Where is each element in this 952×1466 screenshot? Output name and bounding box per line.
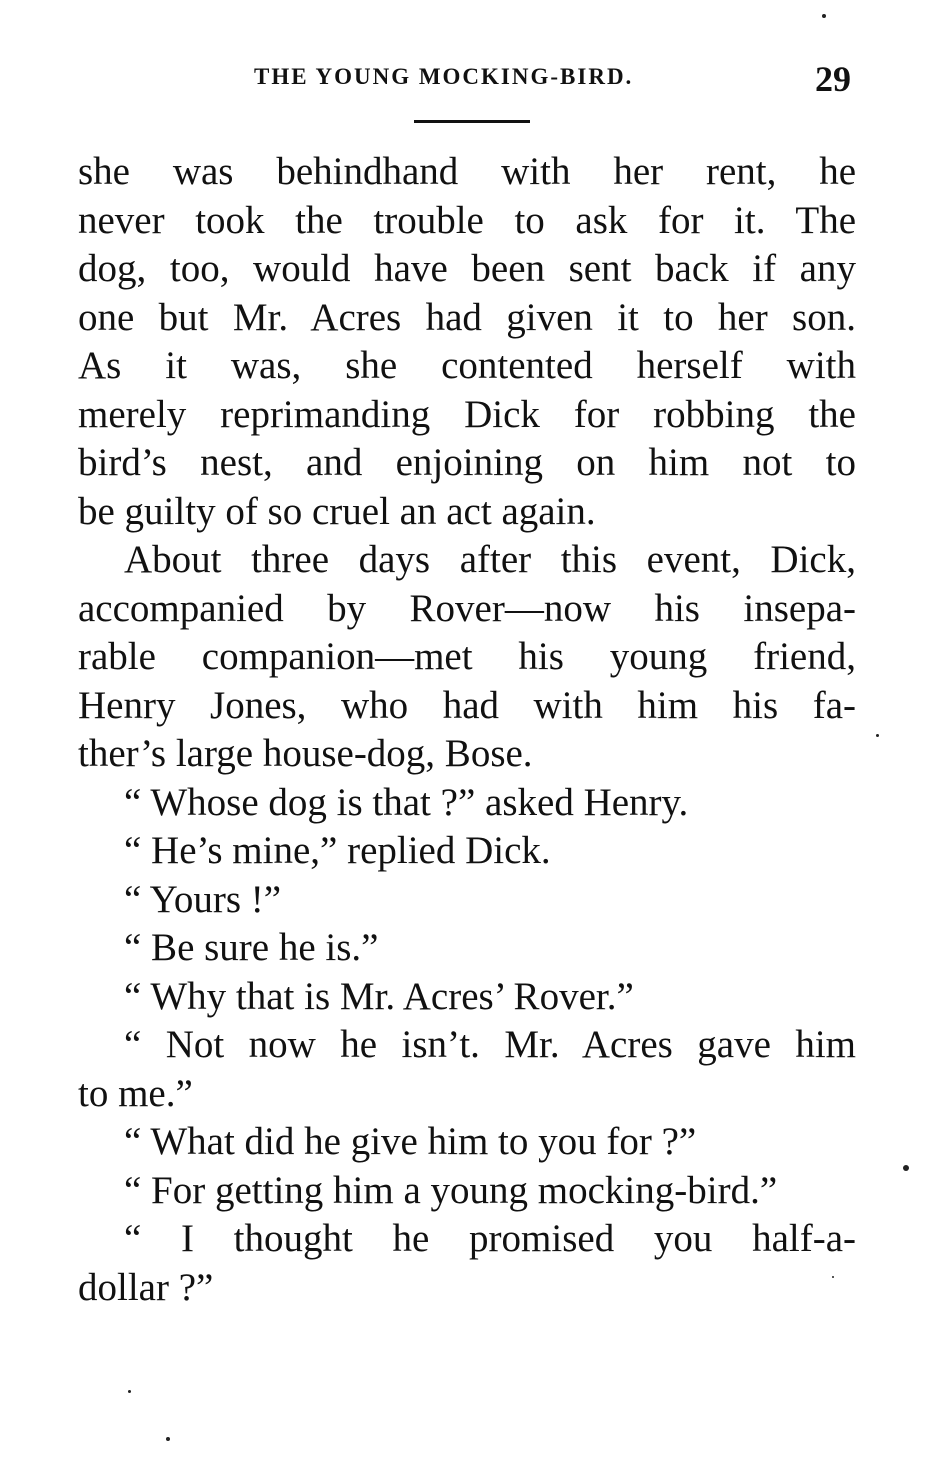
text-line: “ For getting him a young mocking-bird.” bbox=[124, 1168, 778, 1212]
body-text bbox=[78, 148, 856, 1312]
text-line: “ I thought he promised you half-a- bbox=[124, 1217, 856, 1260]
text-line: As it was, she contented herself with bbox=[78, 344, 856, 387]
text-line: merely reprimanding Dick for robbing the bbox=[78, 392, 856, 436]
text-line: “ Whose dog is that ?” asked Henry. bbox=[124, 780, 689, 824]
page-number: 29 bbox=[815, 59, 851, 99]
text-line: “ Yours !” bbox=[124, 877, 282, 921]
text-line: dollar ?” bbox=[78, 1265, 214, 1309]
text-line: “ Not now he isn’t. Mr. Acres gave him bbox=[124, 1023, 856, 1066]
text-line: she was behindhand with her rent, he bbox=[78, 150, 856, 193]
text-line: to me.” bbox=[78, 1071, 193, 1115]
text-line: “ He’s mine,” replied Dick. bbox=[124, 829, 551, 872]
text-line: “ Be sure he is.” bbox=[124, 926, 379, 969]
text-line: “ Why that is Mr. Acres’ Rover.” bbox=[124, 974, 634, 1018]
text-line: one but Mr. Acres had given it to her son. bbox=[78, 295, 856, 339]
ink-speck bbox=[876, 734, 879, 737]
text-line: never took the trouble to ask for it. The bbox=[78, 198, 856, 242]
running-head bbox=[0, 58, 952, 98]
ink-speck bbox=[903, 1165, 909, 1171]
text-line: “ What did he give him to you for ?” bbox=[124, 1120, 697, 1163]
text-line: accompanied by Rover—now his insepa- bbox=[78, 586, 856, 630]
running-title: THE YOUNG MOCKING-BIRD. bbox=[254, 64, 634, 89]
text-line: bird’s nest, and enjoining on him not to bbox=[78, 441, 856, 484]
header-rule bbox=[414, 120, 530, 123]
text-line: Henry Jones, who had with him his fa- bbox=[78, 683, 856, 727]
text-line: ther’s large house-dog, Bose. bbox=[78, 732, 533, 775]
text-line: rable companion—met his young friend, bbox=[78, 635, 856, 678]
text-line: dog, too, would have been sent back if any bbox=[78, 247, 856, 290]
ink-speck bbox=[832, 1276, 834, 1278]
ink-speck bbox=[128, 1390, 131, 1393]
ink-speck bbox=[166, 1437, 170, 1441]
text-line: About three days after this event, Dick, bbox=[124, 538, 856, 581]
ink-speck bbox=[822, 14, 826, 18]
text-line: be guilty of so cruel an act again. bbox=[78, 489, 596, 533]
